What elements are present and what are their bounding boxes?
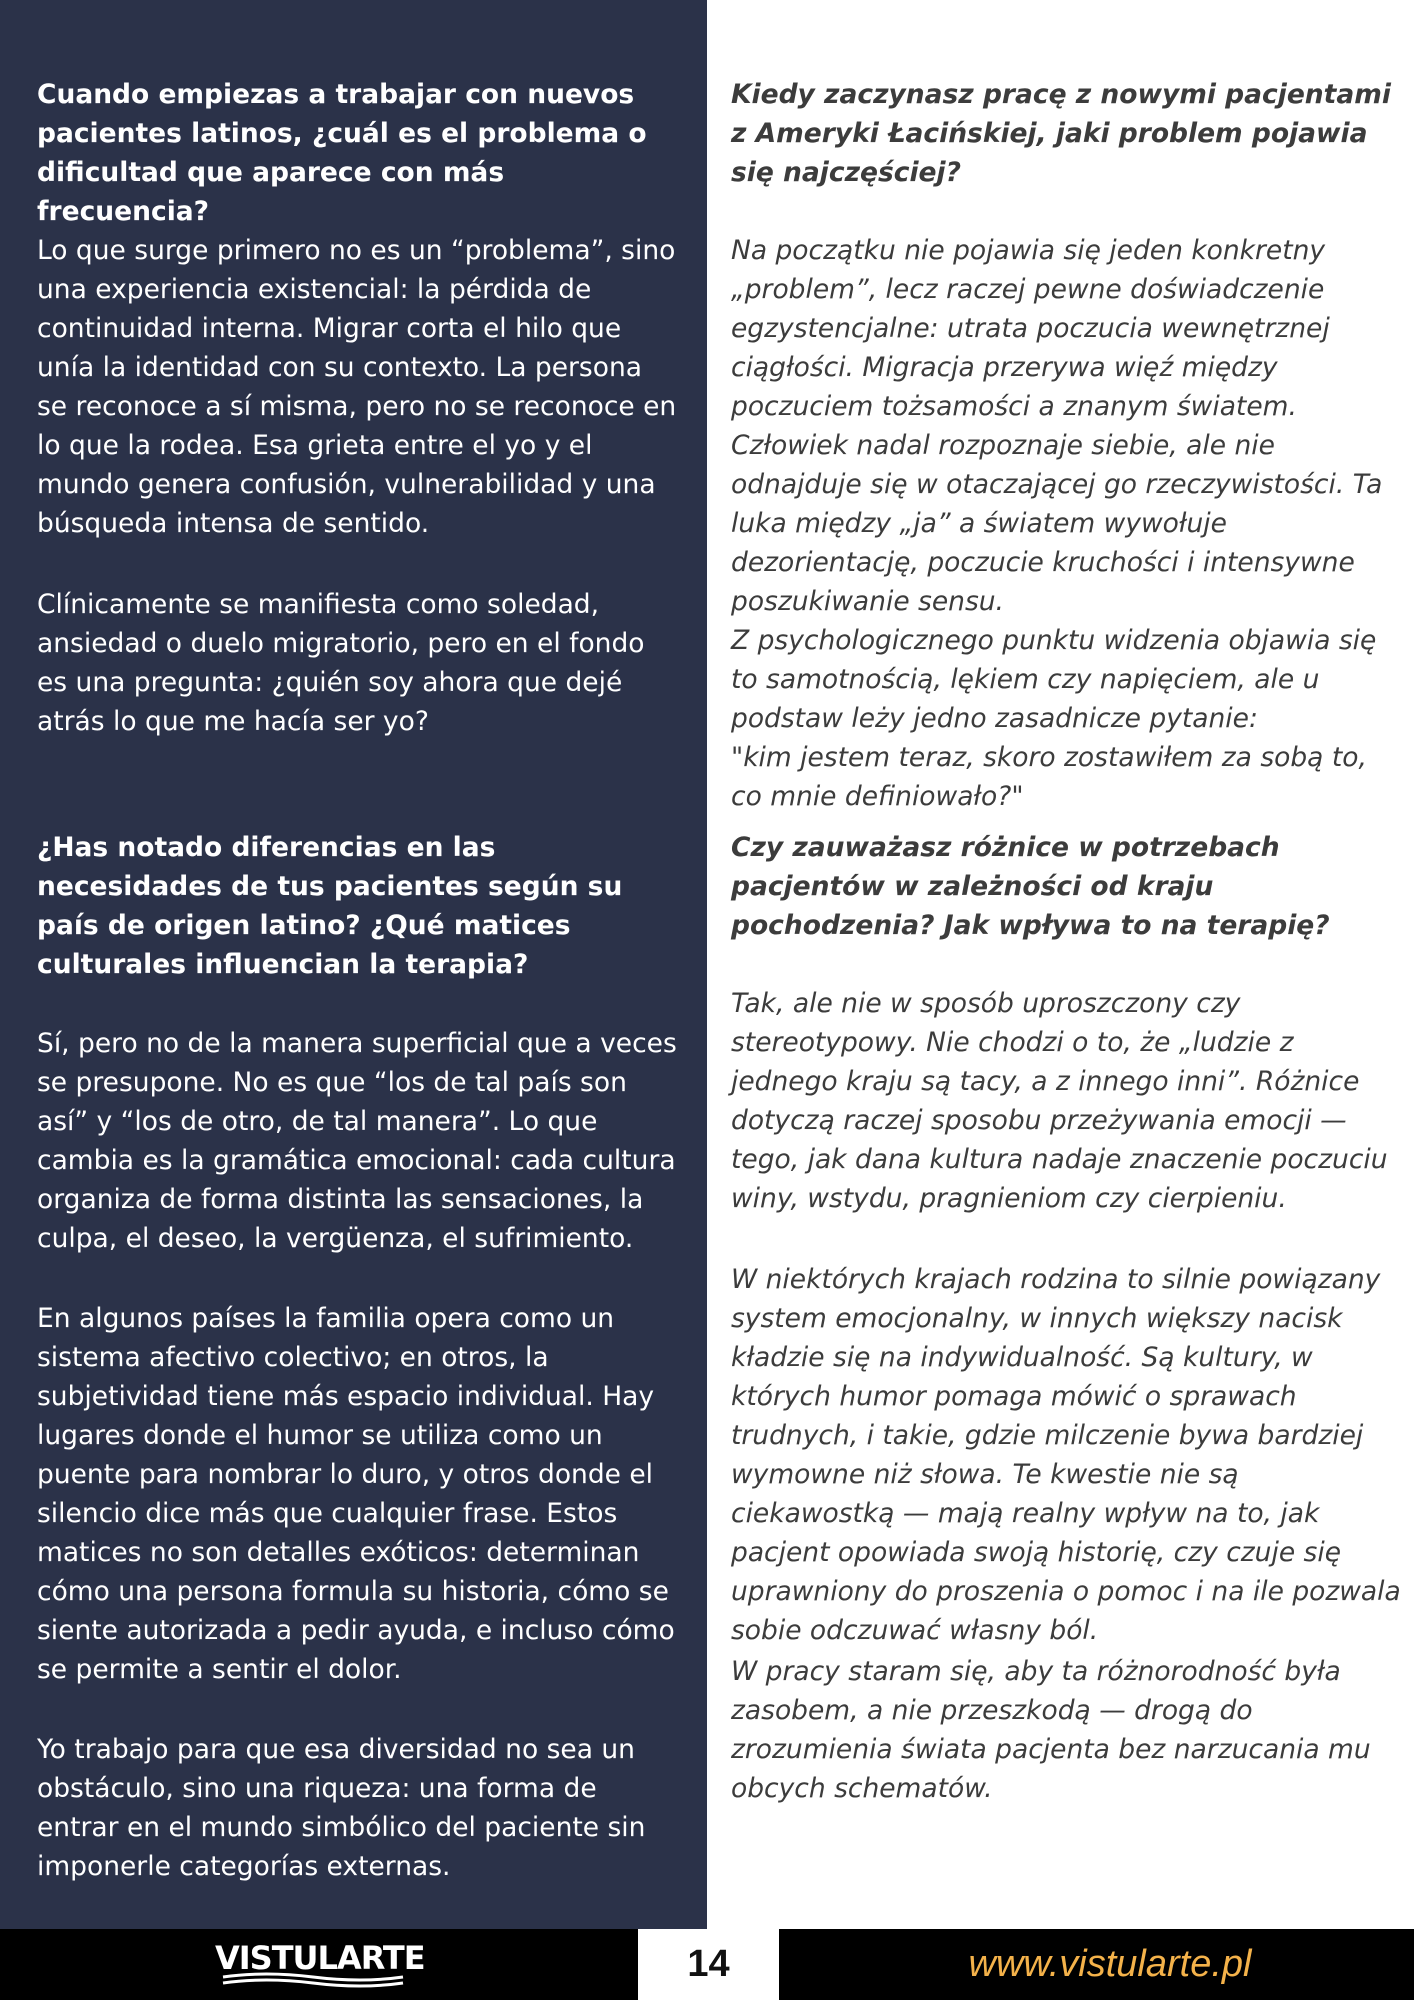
answer-2-paragraph-1-polish: Tak, ale nie w sposób uproszczony czy stereotypowy. Nie chodzi o to, że „ludzie z jednego kraju są tacy, a z innego inni”. Różnice dotyczą raczej sposobu przeżywania emocji — tego, jak dana kultura nadaje znaczenie poczuciu winy, wstydu, pragnieniom czy cierpieniu.	[731, 988, 1388, 1214]
question-1-polish: Kiedy zaczynasz pracę z nowymi pacjentami z Ameryki Łacińskiej, jaki problem pojawia się najczęściej?	[731, 79, 1391, 188]
logo-wave-icon	[215, 1939, 425, 1988]
question-2-polish: Czy zauważasz różnice w potrzebach pacjentów w zależności od kraju pochodzenia? Jak wpływa to na terapię?	[731, 832, 1330, 941]
polish-column	[707, 0, 1414, 1929]
answer-2-paragraph-1-spanish: Sí, pero no de la manera superficial que a veces se presupone. No es que “los de tal país son así” y “los de otro, de tal manera”. Lo que cambia es la gramática emocional: cada cultura organiza de forma distinta las sensaciones, la culpa, el deseo, la vergüenza, el sufrimiento.	[37, 1028, 677, 1254]
website-url[interactable]: www.vistularte.pl	[968, 1943, 1252, 1985]
answer-2-paragraph-2-spanish: En algunos países la familia opera como un sistema afectivo colectivo; en otros, la subjetividad tiene más espacio individual. Hay lugares donde el humor se utiliza como un puente para nombrar lo duro, y otros donde el silencio dice más que cualquier frase. Estos matices no son detalles exóticos: determinan cómo una persona formula su historia, cómo se siente autorizada a pedir ayuda, e incluso cómo se permite a sentir el dolor.	[37, 1303, 675, 1685]
question-2-spanish: ¿Has notado diferencias en las necesidades de tus pacientes según su país de origen latino? ¿Qué matices culturales influencian la terapia?	[37, 832, 623, 980]
answer-1-paragraph-2-spanish: Clínicamente se manifiesta como soledad, ansiedad o duelo migratorio, pero en el fondo es una pregunta: ¿quién soy ahora que dejé atrás lo que me hacía ser yo?	[37, 589, 645, 737]
answer-1-paragraph-1-spanish: Lo que surge primero no es un “problema”, sino una experiencia existencial: la pérdida de continuidad interna. Migrar corta el hilo que unía la identidad con su contexto. La persona se reconoce a sí misma, pero no se reconoce en lo que la rodea. Esa grieta entre el yo y el mundo genera confusión, vulnerabilidad y una búsqueda intensa de sentido.	[37, 235, 677, 539]
vistularte-logo	[215, 1939, 425, 1988]
question-1-spanish: Cuando empiezas a trabajar con nuevos pacientes latinos, ¿cuál es el problema o dificultad que aparece con más frecuencia?	[37, 79, 647, 227]
answer-2-paragraph-2-polish: W niektórych krajach rodzina to silnie powiązany system emocjonalny, w innych większy nacisk kładzie się na indywidualność. Są kultury, w których humor pomaga mówić o sprawach trudnych, i takie, gdzie milczenie bywa bardziej wymowne niż słowa. Te kwestie nie są ciekawostką — mają realny wpływ na to, jak pacjent opowiada swoją historię, czy czuje się uprawniony do proszenia o pomoc i na ile pozwala sobie odczuwać własny ból.	[731, 1264, 1401, 1646]
logo-wordmark: VISTULARTE	[215, 1939, 425, 1977]
spanish-column	[0, 0, 707, 1929]
page-number: 14	[687, 1943, 730, 1985]
answer-1-polish: Na początku nie pojawia się jeden konkretny „problem”, lecz raczej pewne doświadczenie egzystencjalne: utrata poczucia wewnętrznej ciągłości. Migracja przerywa więź między poczuciem tożsamości a znanym światem. Człowiek nadal rozpoznaje siebie, ale nie odnajduje się w otaczającej go rzeczywistości. Ta luka między „ja” a światem wywołuje dezorientację, poczucie kruchości i intensywne poszukiwanie sensu. Z psychologicznego punktu widzenia objawia się to samotnością, lękiem czy napięciem, ale u podstaw leży jedno zasadnicze pytanie: "kim jestem teraz, skoro zostawiłem za sobą to, co mnie definiowało?"	[731, 235, 1383, 812]
page-number-box	[638, 1929, 779, 2000]
answer-2-paragraph-3-polish: W pracy staram się, aby ta różnorodność była zasobem, a nie przeszkodą — drogą do zrozumienia świata pacjenta bez narzucania mu obcych schematów.	[731, 1656, 1371, 1804]
page-footer	[0, 1929, 1414, 2000]
answer-2-paragraph-3-spanish: Yo trabajo para que esa diversidad no sea un obstáculo, sino una riqueza: una forma de entrar en el mundo simbólico del paciente sin imponerle categorías externas.	[37, 1734, 646, 1882]
